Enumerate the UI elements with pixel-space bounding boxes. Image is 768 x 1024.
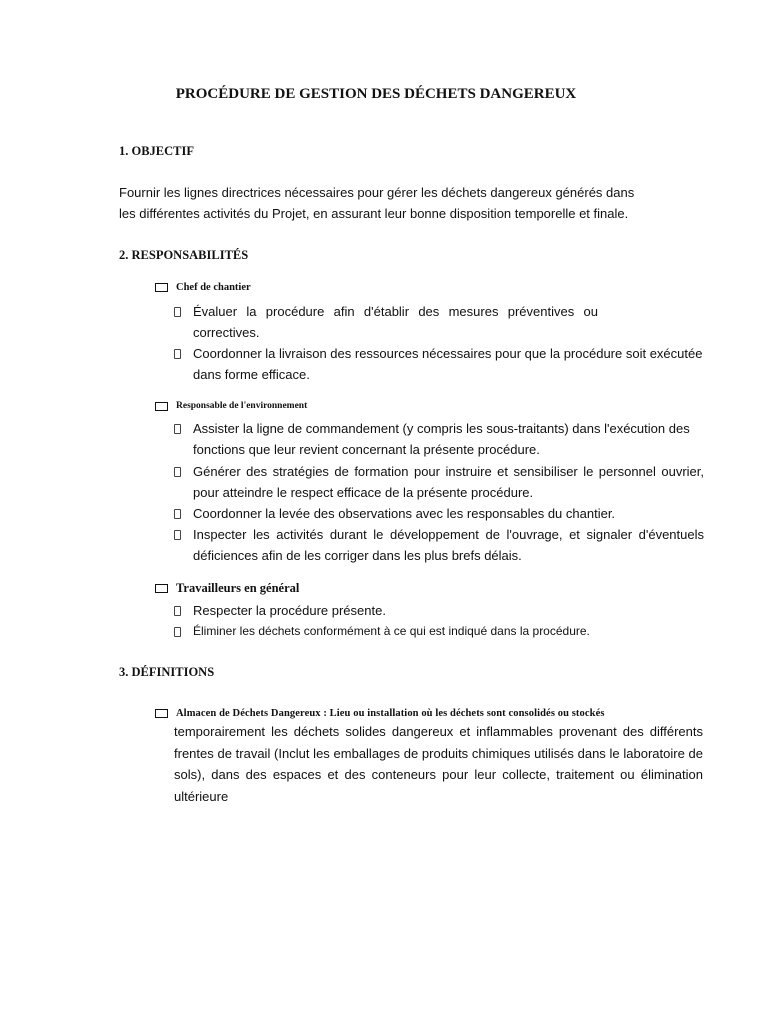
section-heading-responsabilites: 2. RESPONSABILITÉS <box>119 248 249 262</box>
list-item <box>174 343 714 385</box>
checkbox-icon <box>155 709 168 718</box>
list-item-text: Inspecter les activités durant le développement de l'ouvrage, et signaler d'éventuels déficiences afin de les corriger dans les plus brefs délais. <box>193 527 704 563</box>
objectif-line-1: Fournir les lignes directrices nécessaires pour gérer les déchets dangereux générés dans <box>119 185 635 200</box>
bullet-icon <box>174 530 181 540</box>
section-heading-definitions: 3. DÉFINITIONS <box>119 665 215 679</box>
list-item-text: Assister la ligne de commandement (y compris les sous-traitants) dans l'exécution des fonctions que leur revient concernant la présente procédure. <box>193 421 690 457</box>
list-item-text: Coordonner la livraison des ressources nécessaires pour que la procédure soit exécutée dans forme efficace. <box>193 346 703 382</box>
subsection-label: Responsable de l'environnement <box>176 401 308 411</box>
bullet-icon <box>174 627 181 637</box>
definition-term-text: Almacen de Déchets Dangereux : Lieu ou installation où les déchets sont consolidés ou stockés <box>176 708 605 719</box>
bullet-icon <box>174 424 181 434</box>
list-item <box>174 418 726 460</box>
bullet-icon <box>174 349 181 359</box>
list-item-text: Respecter la procédure présente. <box>193 603 386 618</box>
list-item-text: Générer des stratégies de formation pour instruire et sensibiliser le personnel ouvrier, pour atteindre le respect efficace de la présente procédure. <box>193 464 704 500</box>
document-title: PROCÉDURE DE GESTION DES DÉCHETS DANGEREUX <box>175 86 577 102</box>
subsection-label: Travailleurs en général <box>176 581 300 595</box>
checkbox-icon <box>155 584 168 593</box>
definition-text: temporairement les déchets solides dangereux et inflammables provenant des différents frentes de travail (Inclut les emballages de produits chimiques utilisés dans le laboratoire de sols), dans des espaces et des conteneurs pour leur collecte, traitement ou élimination ultérieure <box>174 724 703 804</box>
definition-term <box>155 708 703 719</box>
objectif-line-2: les différentes activités du Projet, en assurant leur bonne disposition temporelle et finale. <box>119 206 629 221</box>
subsection-label: Chef de chantier <box>176 282 251 293</box>
list-item-text: Évaluer la procédure afin d'établir des mesures préventives ou correctives. <box>193 304 598 340</box>
subsection-travailleurs <box>155 581 299 596</box>
checkbox-icon <box>155 402 168 411</box>
bullet-icon <box>174 307 181 317</box>
checkbox-icon <box>155 283 168 292</box>
list-item <box>174 600 724 621</box>
list-item <box>174 503 704 524</box>
bullet-icon <box>174 606 181 616</box>
bullet-icon <box>174 467 181 477</box>
list-item <box>174 301 598 343</box>
list-item-text: Éliminer les déchets conformément à ce qui est indiqué dans la procédure. <box>193 624 590 638</box>
list-item <box>174 461 704 503</box>
list-item <box>174 621 724 642</box>
subsection-responsable-environnement <box>155 401 307 411</box>
section-heading-objectif: 1. OBJECTIF <box>119 144 195 158</box>
definition-item <box>155 708 703 807</box>
subsection-chef-de-chantier <box>155 282 251 293</box>
bullet-icon <box>174 509 181 519</box>
list-item-text: Coordonner la levée des observations avec les responsables du chantier. <box>193 506 616 521</box>
list-item <box>174 524 704 566</box>
objectif-paragraph <box>119 182 679 224</box>
